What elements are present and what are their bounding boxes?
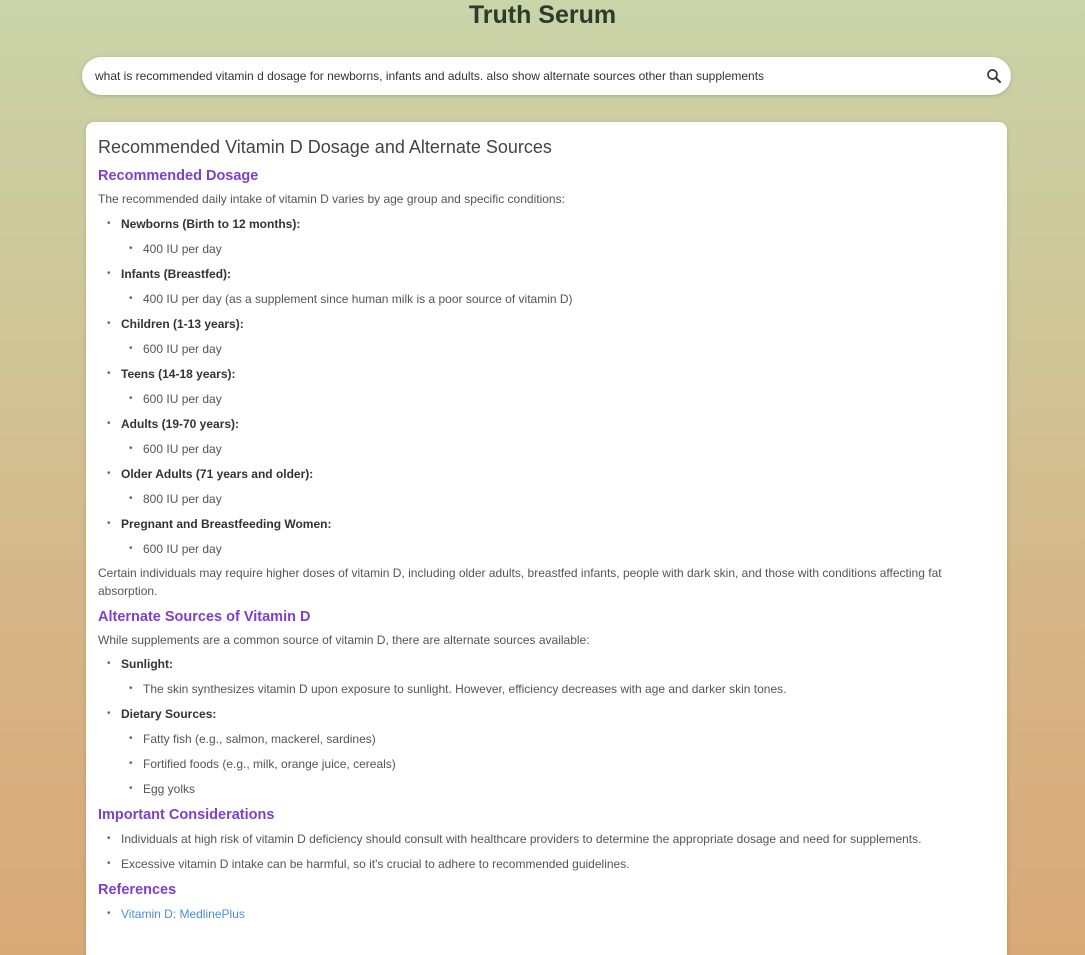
dosage-heading: Recommended Dosage <box>98 168 259 184</box>
search-input[interactable] <box>95 57 975 95</box>
consideration-text: Individuals at high risk of vitamin D deficiency should consult with healthcare providers to determine the appropriate dosage and need for supplements. <box>121 832 922 846</box>
dosage-value: • 600 IU per day <box>143 390 978 408</box>
dosage-note: Certain individuals may require higher doses of vitamin D, including older adults, breastfed infants, people with dark skin, and those with conditions affecting fat absorption. <box>98 565 942 598</box>
list-item <box>121 830 978 848</box>
sources-list <box>98 655 978 798</box>
dosage-value: • 600 IU per day <box>143 340 978 358</box>
considerations-list <box>98 830 978 873</box>
source-detail: • Fatty fish (e.g., salmon, mackerel, sardines) <box>143 730 978 748</box>
list-item <box>121 855 978 873</box>
dosage-value: • 600 IU per day <box>143 440 978 458</box>
list-item <box>121 215 978 258</box>
sources-intro: While supplements are a common source of vitamin D, there are alternate sources available: <box>98 632 590 647</box>
dosage-list <box>98 215 978 558</box>
source-label-dietary: Dietary Sources: <box>121 707 217 721</box>
considerations-heading: Important Considerations <box>98 807 275 823</box>
consideration-text: Excessive vitamin D intake can be harmful, so it's crucial to adhere to recommended guidelines. <box>121 857 630 871</box>
dosage-group-label: Older Adults (71 years and older): <box>121 466 314 481</box>
answer-card <box>86 122 1007 955</box>
list-item <box>121 465 978 508</box>
dosage-value: • 400 IU per day (as a supplement since human milk is a poor source of vitamin D) <box>143 290 978 308</box>
search-icon[interactable] <box>985 67 1003 85</box>
dosage-value: • 400 IU per day <box>143 240 978 258</box>
dosage-group-label: Adults (19-70 years): <box>121 416 240 431</box>
list-item <box>121 365 978 408</box>
reference-link-medlineplus[interactable]: Vitamin D: MedlinePlus <box>121 907 245 921</box>
list-item <box>121 905 978 923</box>
list-item <box>121 515 978 558</box>
source-detail: • Egg yolks <box>143 780 978 798</box>
dosage-value: • 600 IU per day <box>143 540 978 558</box>
dosage-group-label: Pregnant and Breastfeeding Women: <box>121 516 332 531</box>
dosage-group-label: Children (1-13 years): <box>121 316 244 331</box>
answer-title: Recommended Vitamin D Dosage and Alternate Sources <box>98 137 552 157</box>
source-label-sunlight: Sunlight: <box>121 657 173 671</box>
references-heading: References <box>98 882 177 898</box>
list-item <box>121 265 978 308</box>
app-title: Truth Serum <box>468 1 617 29</box>
list-item <box>121 315 978 358</box>
list-item <box>121 655 978 698</box>
dosage-intro: The recommended daily intake of vitamin D varies by age group and specific conditions: <box>98 192 565 206</box>
list-item <box>121 415 978 458</box>
dosage-group-label: Infants (Breastfed): <box>121 266 232 281</box>
dosage-group-label: Newborns (Birth to 12 months): <box>121 216 301 231</box>
source-detail: • Fortified foods (e.g., milk, orange juice, cereals) <box>143 755 978 773</box>
search-bar <box>82 57 1011 95</box>
source-detail: • The skin synthesizes vitamin D upon exposure to sunlight. However, efficiency decreases with age and darker skin tones. <box>143 680 978 698</box>
list-item <box>121 705 978 798</box>
references-list <box>98 905 978 923</box>
dosage-group-label: Teens (14-18 years): <box>121 366 236 381</box>
dosage-value: • 800 IU per day <box>143 490 978 508</box>
sources-heading: Alternate Sources of Vitamin D <box>98 608 311 625</box>
